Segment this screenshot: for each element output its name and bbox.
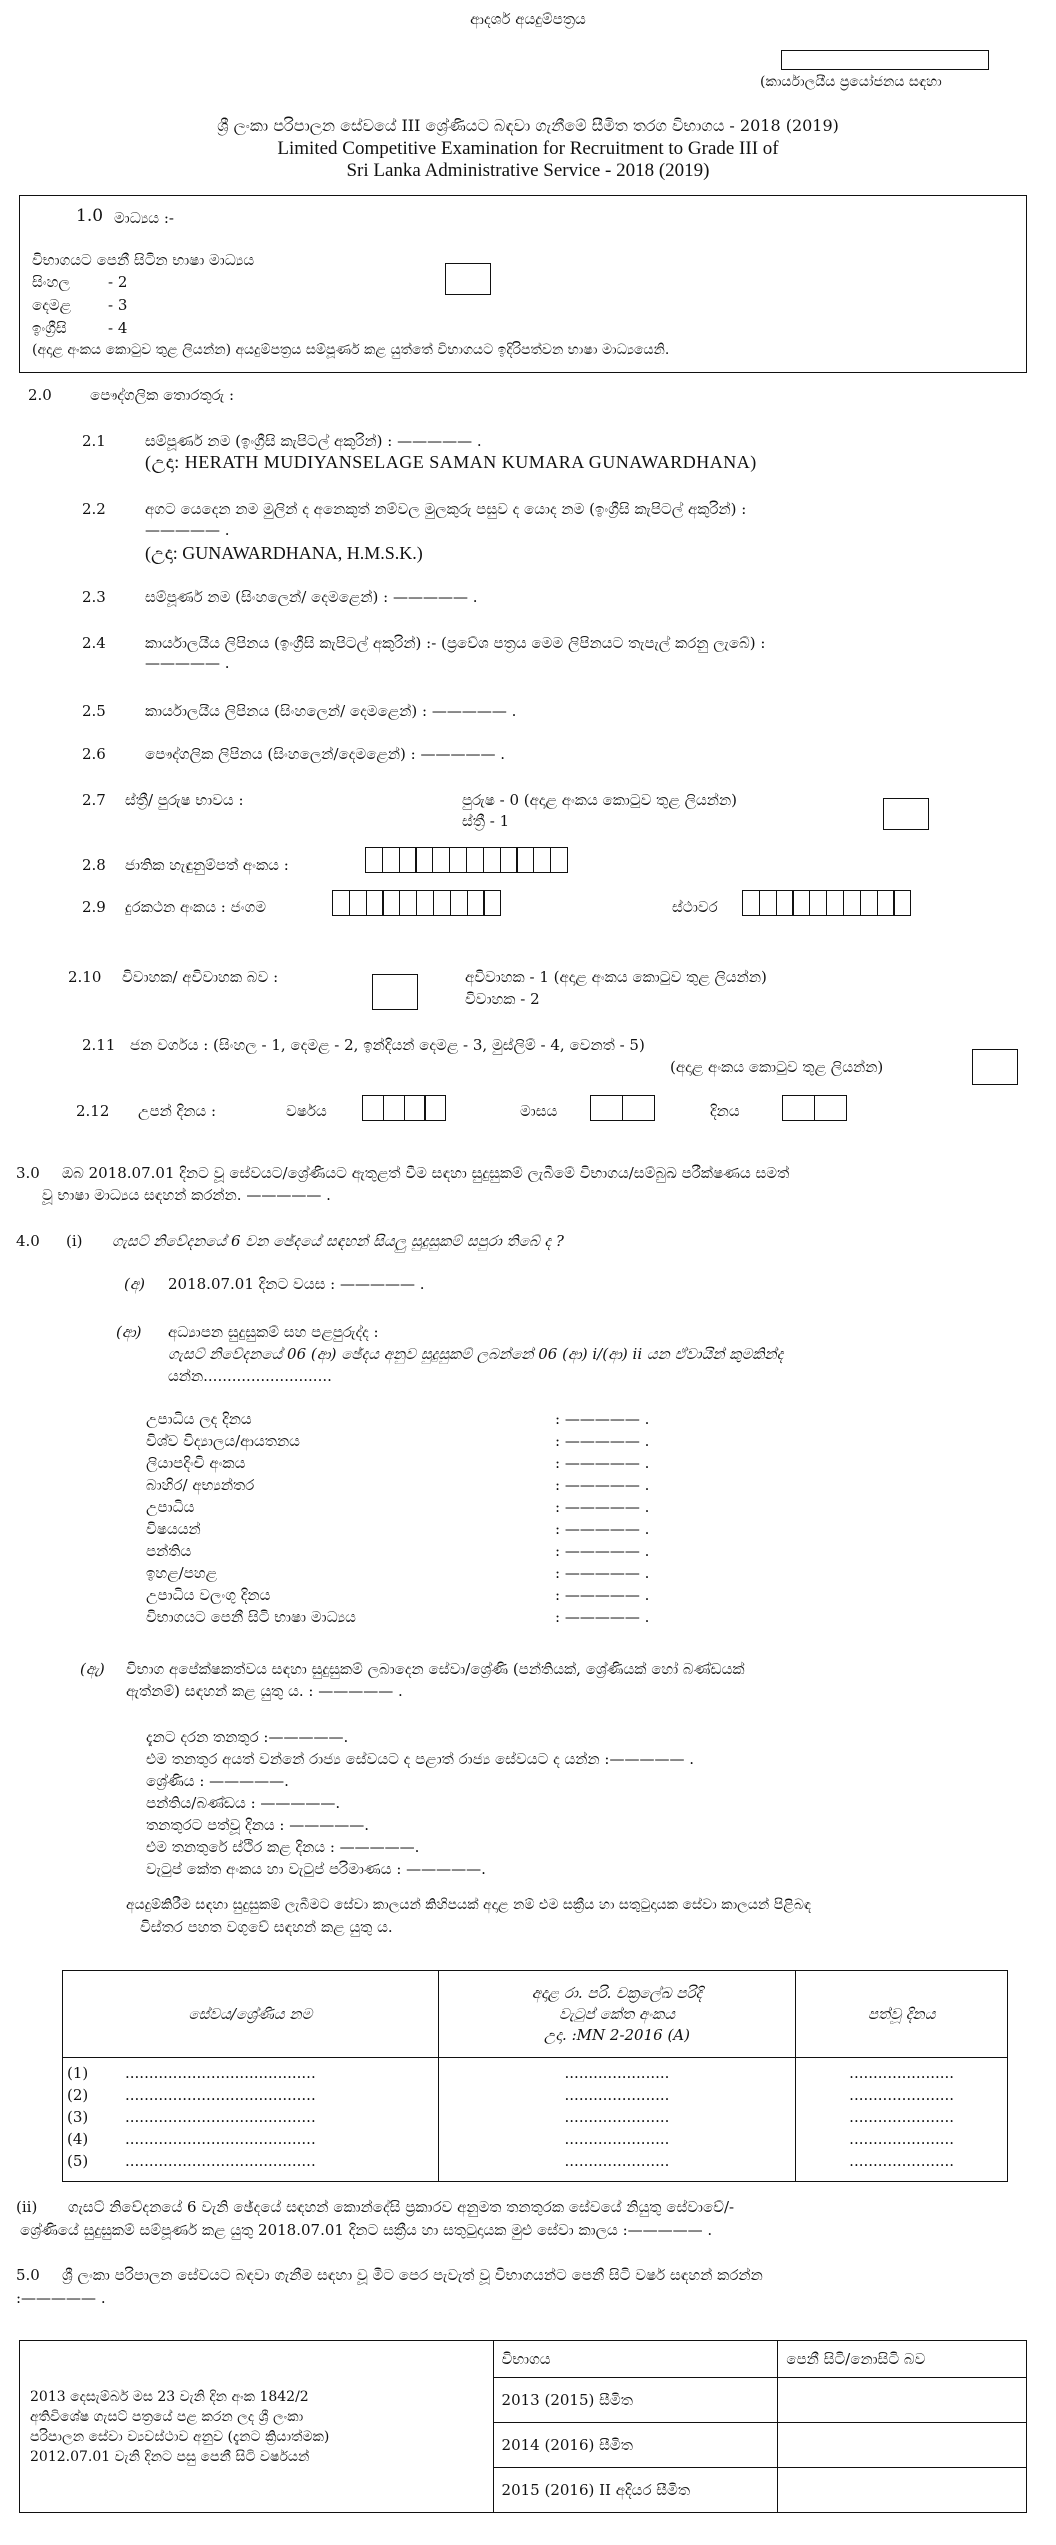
f211-label: ජන වර්ගය : (සිංහල - 1, දෙමළ - 2, ඉන්දියන් දෙමළ - 3, මුස්ලිම් - 4, වෙනත් - 5) xyxy=(130,1036,645,1054)
table-row xyxy=(63,2152,438,2174)
table-row xyxy=(63,2108,438,2130)
th-appointment-date: පත්වූ දිනය xyxy=(796,1971,1008,2058)
attendance-cell-2013[interactable] xyxy=(778,2378,1027,2423)
f212-number: 2.12 xyxy=(76,1102,110,1120)
office-use-box[interactable] xyxy=(781,50,989,70)
f29-number: 2.9 xyxy=(82,898,106,916)
s1-number: 1.0 xyxy=(76,206,104,226)
service-name-dots[interactable]: ........................................ xyxy=(125,2130,316,2148)
f21-label: සම්පූර්ණ නම (ඉංග්‍රීසි කැපිටල් අකුරින්) : ————— . xyxy=(145,432,482,450)
service-detail-line[interactable]: තනතුරට පත්වූ දිනය : —————. xyxy=(146,1816,370,1834)
mobile-cells[interactable] xyxy=(332,890,500,916)
salary-code-dots[interactable]: ...................... xyxy=(564,2108,670,2126)
f22-label: අගට යෙදෙන නම මුලින් ද අනෙකුත් නම්වල මුලකුරු පසුව ද යොද නම (ඉංග්‍රීසි කැපිටල් අකුරින්) : xyxy=(145,500,747,518)
qualification-field-label: බාහිර/ අභ්‍යන්තර xyxy=(146,1476,255,1494)
s1-opt-english: ඉංග්‍රීසි xyxy=(32,319,67,337)
salary-code-dots[interactable]: ...................... xyxy=(564,2064,670,2082)
s4-ae-text1: විභාග අපේක්ෂකත්වය සඳහා සුදුසුකම් ලබාදෙන සේවා/ශ්‍රේණි (පන්තියක්, ශ්‍රේණියක් හෝ බණ්ඩයක් xyxy=(126,1660,745,1678)
exam-row-2015: 2015 (2016) II අදියර සීමිත xyxy=(493,2468,778,2513)
qualification-field-blank[interactable]: : ————— . xyxy=(555,1476,650,1494)
exam-title-english-1: Limited Competitive Examination for Recruitment to Grade III of xyxy=(277,138,779,159)
service-detail-line[interactable]: වැටුප් කේත අංකය හා වැටුප් පරිමාණය : —————. xyxy=(146,1860,486,1878)
qualification-field-blank[interactable]: : ————— . xyxy=(555,1564,650,1582)
f212-month-label: මාසය xyxy=(520,1102,558,1120)
f26-number: 2.6 xyxy=(82,745,106,763)
s4-number: 4.0 xyxy=(16,1232,40,1250)
s4-aa-text1: අධ්‍යාපන සුදුසුකම් සහ පළපුරුද්ද : xyxy=(168,1323,379,1341)
appointment-date-dots[interactable]: ...................... xyxy=(849,2108,955,2126)
s4ii-label: (ii) xyxy=(16,2198,38,2216)
th-salary-code-line2: වැටුප් කේත අංකය xyxy=(558,2004,675,2023)
col-date-cells xyxy=(796,2058,1008,2182)
service-detail-line[interactable]: එම තනතුරේ ස්ථිර කළ දිනය : —————. xyxy=(146,1838,420,1856)
attempts-desc-line3: පරිපාලන සේවා ව්‍යවස්ථාව අනුව (දැනට ක්‍රියාත්මක) xyxy=(30,2428,330,2445)
qualification-field-label: විභාගයට පෙනී සිටි භාෂා මාධ්‍යය xyxy=(146,1608,356,1626)
f27-opt-female: ස්ත්‍රී - 1 xyxy=(462,812,510,830)
qualification-field-label: පන්තිය xyxy=(146,1542,192,1560)
office-use-label: (කාර්යාලයීය ප්‍රයෝජනය සඳහා xyxy=(760,74,942,90)
f211-number: 2.11 xyxy=(82,1036,116,1054)
ethnicity-input-box[interactable] xyxy=(972,1049,1018,1085)
f212-label: උපන් දිනය : xyxy=(138,1102,216,1120)
exam-title-english-2: Sri Lanka Administrative Service - 2018 (2019) xyxy=(346,160,710,181)
f28-label: ජාතික හැඳුනුම්පත් අංකය : xyxy=(125,856,289,874)
appointment-date-dots[interactable]: ...................... xyxy=(849,2130,955,2148)
qualification-field-label: විශ්ව විද්‍යාලය/ආයතනය xyxy=(146,1432,300,1450)
col-service-cells xyxy=(63,2058,439,2182)
qualification-field-label: ලියාපදිංචි අංකය xyxy=(146,1454,246,1472)
s4-ae-label: (ඇ) xyxy=(80,1660,105,1678)
service-detail-line[interactable]: ශ්‍රේණිය : —————. xyxy=(146,1772,289,1790)
table-row xyxy=(63,2130,438,2152)
s1-opt-tamil: දෙමළ xyxy=(32,296,72,314)
qualification-field-blank[interactable]: : ————— . xyxy=(555,1454,650,1472)
row-number: (3) xyxy=(67,2108,89,2126)
appointment-date-dots[interactable]: ...................... xyxy=(849,2152,955,2170)
s4-i-label: (i) xyxy=(66,1232,83,1250)
s4-aa-text3: යන්න........................... xyxy=(168,1367,332,1385)
s4-a-text: 2018.07.01 දිනට වයස : ————— . xyxy=(168,1275,425,1293)
service-name-dots[interactable]: ........................................ xyxy=(125,2108,316,2126)
f22-number: 2.2 xyxy=(82,500,106,518)
attendance-cell-2014[interactable] xyxy=(778,2423,1027,2468)
salary-code-dots[interactable]: ...................... xyxy=(564,2130,670,2148)
s4-ae-text2: ඇත්නම්) සඳහන් කළ යුතු ය. : ————— . xyxy=(126,1682,403,1700)
service-name-dots[interactable]: ........................................ xyxy=(125,2064,316,2082)
attempts-desc-line1: 2013 දෙසැම්බර් මස 23 වැනි දින අංක 1842/2 xyxy=(30,2388,309,2405)
salary-code-dots[interactable]: ...................... xyxy=(564,2152,670,2170)
qualification-field-blank[interactable]: : ————— . xyxy=(555,1542,650,1560)
service-name-dots[interactable]: ........................................ xyxy=(125,2086,316,2104)
qualification-field-blank[interactable]: : ————— . xyxy=(555,1608,650,1626)
f23-label: සම්පූර්ණ නම (සිංහලෙන්/ දෙමළෙන්) : ————— . xyxy=(145,588,478,606)
row-number: (1) xyxy=(67,2064,89,2082)
s3-line1: ඔබ 2018.07.01 දිනට වූ සේවයට/ශ්‍රේණියට ඇතුළත් වීම සඳහා සුදුසුකම් ලැබීමේ විභාගය/සම්බුඛ පරීක්ෂණය සමත් xyxy=(62,1164,790,1182)
f212-year-label: වර්ෂය xyxy=(286,1102,327,1120)
s4-ae-note1: අයදුම්කිරීම සඳහා සුදුසුකම් ලැබීමට සේවා කාලයන් කිහිපයක් අදාළ නම් එම සක්‍රීය හා සතුටුදායක සේවා කාලයන් පිළිබඳ xyxy=(126,1897,812,1913)
landline-cells[interactable] xyxy=(742,890,910,916)
f29-fixed-label: ස්ථාවර xyxy=(672,898,718,916)
s1-opt-sinhala-code: - 2 xyxy=(108,273,128,291)
qualification-field-label: ඉහළ/පහළ xyxy=(146,1564,218,1582)
appointment-date-dots[interactable]: ...................... xyxy=(849,2086,955,2104)
s2-title: පෞද්ගලික තොරතුරු : xyxy=(90,386,234,404)
qualification-field-label: උපාධිය වලංගු දිනය xyxy=(146,1586,271,1604)
salary-code-dots[interactable]: ...................... xyxy=(564,2086,670,2104)
s3-line2: වූ භාෂා මාධ්‍යය සඳහන් කරන්න. ————— . xyxy=(42,1186,331,1204)
th-service-name: සේවය/ශ්‍රේණිය නම xyxy=(63,1971,439,2058)
f29-label: දුරකථන අංකය : ජංගම xyxy=(125,898,267,916)
gender-input-box[interactable] xyxy=(883,798,929,830)
s4-ae-note2: විස්තර පහත වගුවේ සඳහන් කළ යුතු ය. xyxy=(140,1918,393,1936)
table-row xyxy=(63,2064,438,2086)
f26-label: පෞද්ගලික ලිපිනය (සිංහලෙන්/දෙමළෙන්) : ————— . xyxy=(145,745,506,763)
service-detail-line[interactable]: දැනට දරන තනතුර :—————. xyxy=(146,1728,349,1746)
dob-year-cells[interactable] xyxy=(362,1095,445,1121)
qualification-field-blank[interactable]: : ————— . xyxy=(555,1520,650,1538)
th-salary-code-line1: අදාළ රා. පරි. චක්‍රලේඛ පරිදි xyxy=(531,1983,703,2002)
f210-opt-married: විවාහක - 2 xyxy=(465,990,540,1008)
s4-i-text: ගැසට් නිවේදනයේ 6 වන ඡේදයේ සඳහන් සියලු සුදුසුකම් සපුරා තිබේ ද ? xyxy=(112,1232,564,1250)
form-title: ආදර්ශ අයදුම්පත්‍රය xyxy=(470,10,586,28)
f210-opt-unmarried: අවිවාහක - 1 (අදාළ අංකය කොටුව තුළ ලියන්න) xyxy=(465,968,767,986)
f25-label: කාර්යාලයීය ලිපිනය (සිංහලෙන්/ දෙමළෙන්) : ————— . xyxy=(145,702,517,720)
dob-month-cells[interactable] xyxy=(590,1095,654,1121)
service-detail-line[interactable]: පන්තිය/බණ්ඩය : —————. xyxy=(146,1794,341,1812)
f24-blank[interactable]: ————— . xyxy=(145,654,230,672)
s3-number: 3.0 xyxy=(16,1164,40,1182)
f210-number: 2.10 xyxy=(68,968,102,986)
s1-line1: විභාගයට පෙනී සිටින භාෂා මාධ්‍යය xyxy=(32,251,255,269)
exam-row-2014: 2014 (2016) සීමිත xyxy=(493,2423,778,2468)
f22-blank[interactable]: ————— . xyxy=(145,521,230,539)
f27-label: ස්ත්‍රී/ පුරුෂ භාවය : xyxy=(125,791,244,809)
th-salary-code-example: උදා. :MN 2-2016 (A) xyxy=(543,2025,690,2044)
qualification-field-label: විෂයයන් xyxy=(146,1520,201,1538)
appointment-date-dots[interactable]: ...................... xyxy=(849,2064,955,2082)
f21-number: 2.1 xyxy=(82,432,106,450)
attempts-desc-line4: 2012.07.01 වැනි දිනට පසු පෙනී සිටි වර්ෂයන් xyxy=(30,2448,310,2465)
th-exam: විභාගය xyxy=(493,2341,778,2378)
f211-note: (අදාළ අංකය කොටුව තුළ ලියන්න) xyxy=(670,1058,884,1076)
f23-number: 2.3 xyxy=(82,588,106,606)
f27-opt-male: පුරුෂ - 0 (අදාළ අංකය කොටුව තුළ ලියන්න) xyxy=(462,791,738,809)
qualification-field-label: උපාධිය xyxy=(146,1498,195,1516)
exam-row-2013: 2013 (2015) සීමිත xyxy=(493,2378,778,2423)
s4ii-text2: ශ්‍රේණියේ සුදුසුකම් සම්පූර්ණ කළ යුතු 2018.07.01 දිනට සක්‍රීය හා සතුටුදායක මුළු සේවා කාලය :————— . xyxy=(20,2221,713,2239)
s1-opt-english-code: - 4 xyxy=(108,319,128,337)
qualification-field-blank[interactable]: : ————— . xyxy=(555,1586,650,1604)
th-attendance: පෙනී සිටි/නොසිටි බව xyxy=(778,2341,1027,2378)
f24-label: කාර්යාලයීය ලිපිනය (ඉංග්‍රීසි කැපිටල් අකුරින්) :- (ප්‍රවේශ පත්‍රය මෙම ලිපිනයට තැපැල් කරනු ලැබේ) : xyxy=(145,634,766,652)
col-code-cells xyxy=(438,2058,796,2182)
s5-text1: ශ්‍රී ලංකා පරිපාලන සේවයට බඳවා ගැනීම සඳහා වූ මීට පෙර පැවැත් වූ විභාගයන්ට පෙනී සිටි වර්ෂ සඳහන් කරන්න xyxy=(62,2266,763,2284)
s4-a-label: (අ) xyxy=(124,1275,145,1293)
f27-number: 2.7 xyxy=(82,791,106,809)
s1-title: මාධ්‍යය :- xyxy=(114,209,174,227)
qualification-field-blank[interactable]: : ————— . xyxy=(555,1432,650,1450)
qualification-field-blank[interactable]: : ————— . xyxy=(555,1498,650,1516)
nic-cells[interactable] xyxy=(365,847,567,873)
qualification-field-blank[interactable]: : ————— . xyxy=(555,1410,650,1428)
f21-example: (උදා: HERATH MUDIYANSELAGE SAMAN KUMARA GUNAWARDHANA) xyxy=(145,452,757,472)
service-name-dots[interactable]: ........................................ xyxy=(125,2152,316,2170)
f210-label: විවාහක/ අවිවාහක බව : xyxy=(122,968,279,986)
attempts-desc-line2: අතිවිශේෂ ගැසට් පත්‍රයේ පළ කරන ලද ශ්‍රී ලංකා xyxy=(30,2408,304,2425)
s2-number: 2.0 xyxy=(28,386,52,404)
f28-number: 2.8 xyxy=(82,856,106,874)
exam-title-sinhala: ශ්‍රී ලංකා පරිපාලන සේවයේ III ශ්‍රේණියට බඳවා ගැනීමේ සීමිත තරග විභාගය - 2018 (2019) xyxy=(217,116,839,135)
s4-aa-label: (ආ) xyxy=(116,1323,142,1341)
f22-example: (උදා: GUNAWARDHANA, H.M.S.K.) xyxy=(145,543,423,563)
table-row xyxy=(63,2086,438,2108)
s4-aa-text2: ගැසට් නිවේදනයේ 06 (ආ) ඡේදය අනුව සුදුසුකම් ලබන්නේ 06 (ආ) i/(ආ) ii යන ඒවායින් කුමකින්ද xyxy=(168,1345,784,1363)
s1-opt-tamil-code: - 3 xyxy=(108,296,128,314)
s1-note: (අදාළ අංකය කොටුව තුළ ලියන්න) අයදුම්පත්‍රය සම්පූර්ණ කළ යුත්තේ විභාගයට ඉදිරිපත්වන භාෂා මාධ්‍යයෙනි. xyxy=(32,342,670,358)
s5-text2: :————— . xyxy=(16,2289,106,2307)
f24-number: 2.4 xyxy=(82,634,106,652)
s5-number: 5.0 xyxy=(16,2266,40,2284)
medium-input-box[interactable] xyxy=(445,263,491,295)
row-number: (2) xyxy=(67,2086,89,2104)
dob-day-cells[interactable] xyxy=(782,1095,846,1121)
qualification-field-label: උපාධිය ලද දිනය xyxy=(146,1410,252,1428)
marital-input-box[interactable] xyxy=(372,974,418,1010)
row-number: (5) xyxy=(67,2152,89,2170)
attempts-description xyxy=(20,2341,494,2513)
service-detail-line[interactable]: එම තනතුර අයත් වන්නේ රාජ්‍ය සේවයට ද පළාත් රාජ්‍ය සේවයට ද යන්න :————— . xyxy=(146,1750,695,1768)
s4ii-text1: ගැසට් නිවේදනයේ 6 වැනි ඡේදයේ සඳහන් කොන්දේසි ප්‍රකාරව අනුමත තනතුරක සේවයේ නියුතු සේවාවේ/- xyxy=(68,2198,735,2216)
service-table xyxy=(62,1970,1008,2182)
f212-day-label: දිනය xyxy=(710,1102,740,1120)
attendance-cell-2015[interactable] xyxy=(778,2468,1027,2513)
th-salary-code xyxy=(438,1971,796,2058)
previous-attempts-table xyxy=(19,2340,1027,2513)
row-number: (4) xyxy=(67,2130,89,2148)
f25-number: 2.5 xyxy=(82,702,106,720)
s1-opt-sinhala: සිංහල xyxy=(32,273,70,291)
